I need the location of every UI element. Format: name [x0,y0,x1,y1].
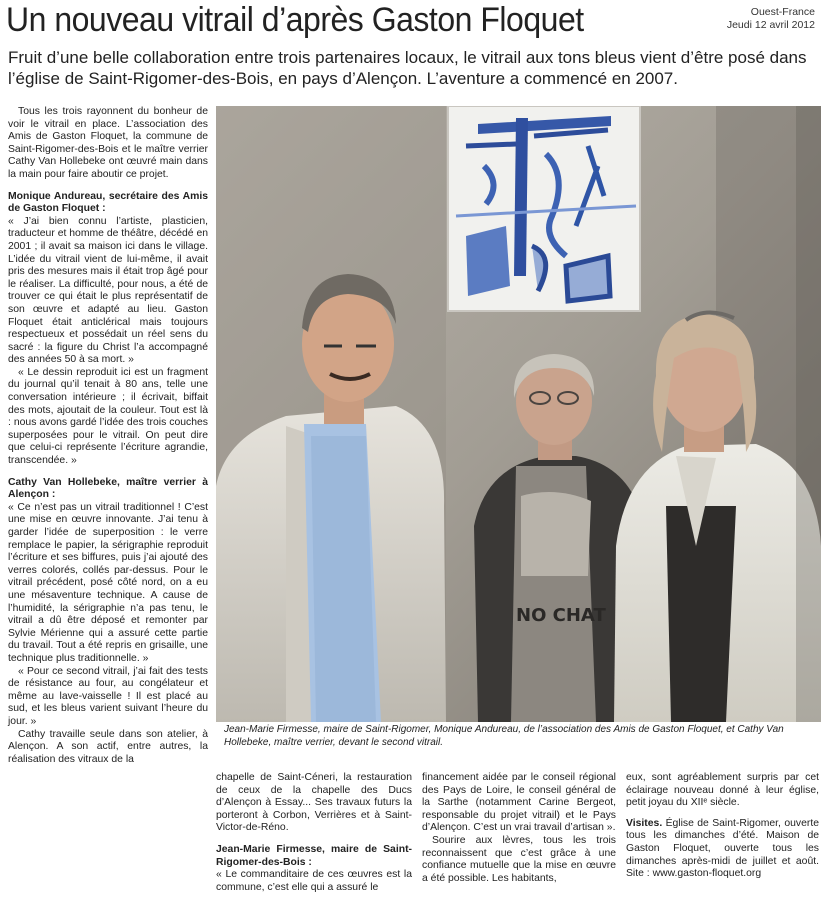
visits-text: Église de Saint-Rigomer, ouverte tous les dimanches d’été. Maison de Gaston Floquet, ouverte tous les dimanches après-midi de juillet et août. Site : www.gaston-floquet.org [626,817,819,880]
photo-caption: Jean-Marie Firmesse, maire de Saint-Rigomer, Monique Andureau, de l’association des Amis de Gaston Floquet, et Cathy Van Hollebeke, maître verrier, devant le second vitrail. [224,724,784,748]
article-photo [216,106,821,722]
photo-illustration [216,106,821,722]
column-2 [216,772,412,894]
quote-paragraph: « J’ai bien connu l’artiste, plasticien, traducteur et homme de théâtre, décédé en 2001 ; il avait sa maison ici dans le village. L’idée du vitrail vient de lui-même, il avait pris des mesures mais il était trop âgé pour le réaliser. La difficulté, pour nous, a été de trouver ce qui était le plus représentatif de son œuvre et adapté au lieu. Gaston Floquet était anticlérical mais toujours respectueux et possédait un réel sens du sacré : la figure du Christ l’a accompagné des années 50 à sa mort. » [8,215,208,366]
quote-paragraph: « Le dessin reproduit ici est un fragment du journal qu’il tenait à 80 ans, telle une conversation intérieure ; il écrivait, biffait des mots, ajoutait de la couleur. Tout est là : nous avons gardé l’idée des trois couches superposées pour le vitrail. On peut dire que celui-ci représente l’écriture agrandie, transcendée. » [8,366,208,467]
body-paragraph: chapelle de Saint-Céneri, la restauration de ceux de la chapelle des Ducs d’Alençon à Essay... Ses travaux futurs la porteront à Corbon, Verrières et à Saint-Victor-de-Réno. [216,772,412,834]
stained-glass-window [448,106,640,311]
column-4 [626,772,819,881]
article-lead: Fruit d’une belle collaboration entre trois partenaires locaux, le vitrail aux tons bleus vient d’être posé dans l’église de Saint-Rigomer-des-Bois, en pays d’Alençon. L’aventure a commencé en 2007. [8,48,807,88]
body-paragraph: financement aidée par le conseil régional des Pays de Loire, le conseil général de la Sarthe (notamment Carine Bergeot, responsable du projet vitrail) et le Pays d’Alençon. C’est un vrai travail d’artisan ». [422,772,616,834]
body-paragraph: Cathy travaille seule dans son atelier, à Alençon. A son actif, entre autres, la réalisation des vitraux de la [8,728,208,765]
shirt-print: NO CHAT [516,605,606,626]
quote-paragraph: « Ce n’est pas un vitrail traditionnel ! C’est une mise en œuvre innovante. J’ai tenu à garder l’idée de superposition : le verre remplace le papier, la sérigraphie reproduit l’écriture et ses biffures, puis j’ai ajouté des verres colorés, collés par-dessus. Pour le vitrail précédent, posé côté nord, on a eu une mésaventure technique. A cause de l’humidité, la sérigraphie n’a pas tenu, le vitrail a dû être déposé et remonter par Sylvie Mérienne qui a assuré cette partie du travail. Tout a été repris en grisaille, une technique plus traditionnelle. » [8,501,208,664]
article-source [727,6,815,32]
quote-paragraph: « Le commanditaire de ces œuvres est la commune, c’est elle qui a assuré le [216,869,412,893]
visits-label: Visites. [626,817,663,829]
subhead-monique-andureau: Monique Andureau, secrétaire des Amis de Gaston Floquet : [8,190,208,215]
article-title: Un nouveau vitrail d’après Gaston Floquet [6,1,584,39]
body-paragraph: Sourire aux lèvres, tous les trois reconnaissent que c’est grâce à une confiance mutuelle que la mise en œuvre a été possible. Les habitants, [422,834,616,884]
visits-paragraph [626,818,819,881]
column-3 [422,772,616,885]
subhead-jean-marie-firmesse: Jean-Marie Firmesse, maire de Saint-Rigomer-des-Bois : [216,843,412,868]
quote-paragraph: « Pour ce second vitrail, j’ai fait des tests de résistance au four, au congélateur et même au lave-vaisselle ! Il est placé au sud, et les bleus varient suivant l’heure du jour. » [8,665,208,727]
column-1 [8,106,208,766]
publication-date: Jeudi 12 avril 2012 [726,19,815,31]
newspaper-name: Ouest-France [750,6,815,18]
subhead-cathy-van-hollebeke: Cathy Van Hollebeke, maître verrier à Alençon : [8,476,208,501]
intro-paragraph: Tous les trois rayonnent du bonheur de voir le vitrail en place. L’association des Amis de Gaston Floquet, la commune de Saint-Rigomer-des-Bois et le maître verrier Cathy Van Hollebeke ont œuvré main dans la main pour faire aboutir ce projet. [8,106,208,180]
body-paragraph: eux, sont agréablement surpris par cet éclairage nouveau donné à leur église, petit joyau du XIIᵉ siècle. [626,772,819,809]
